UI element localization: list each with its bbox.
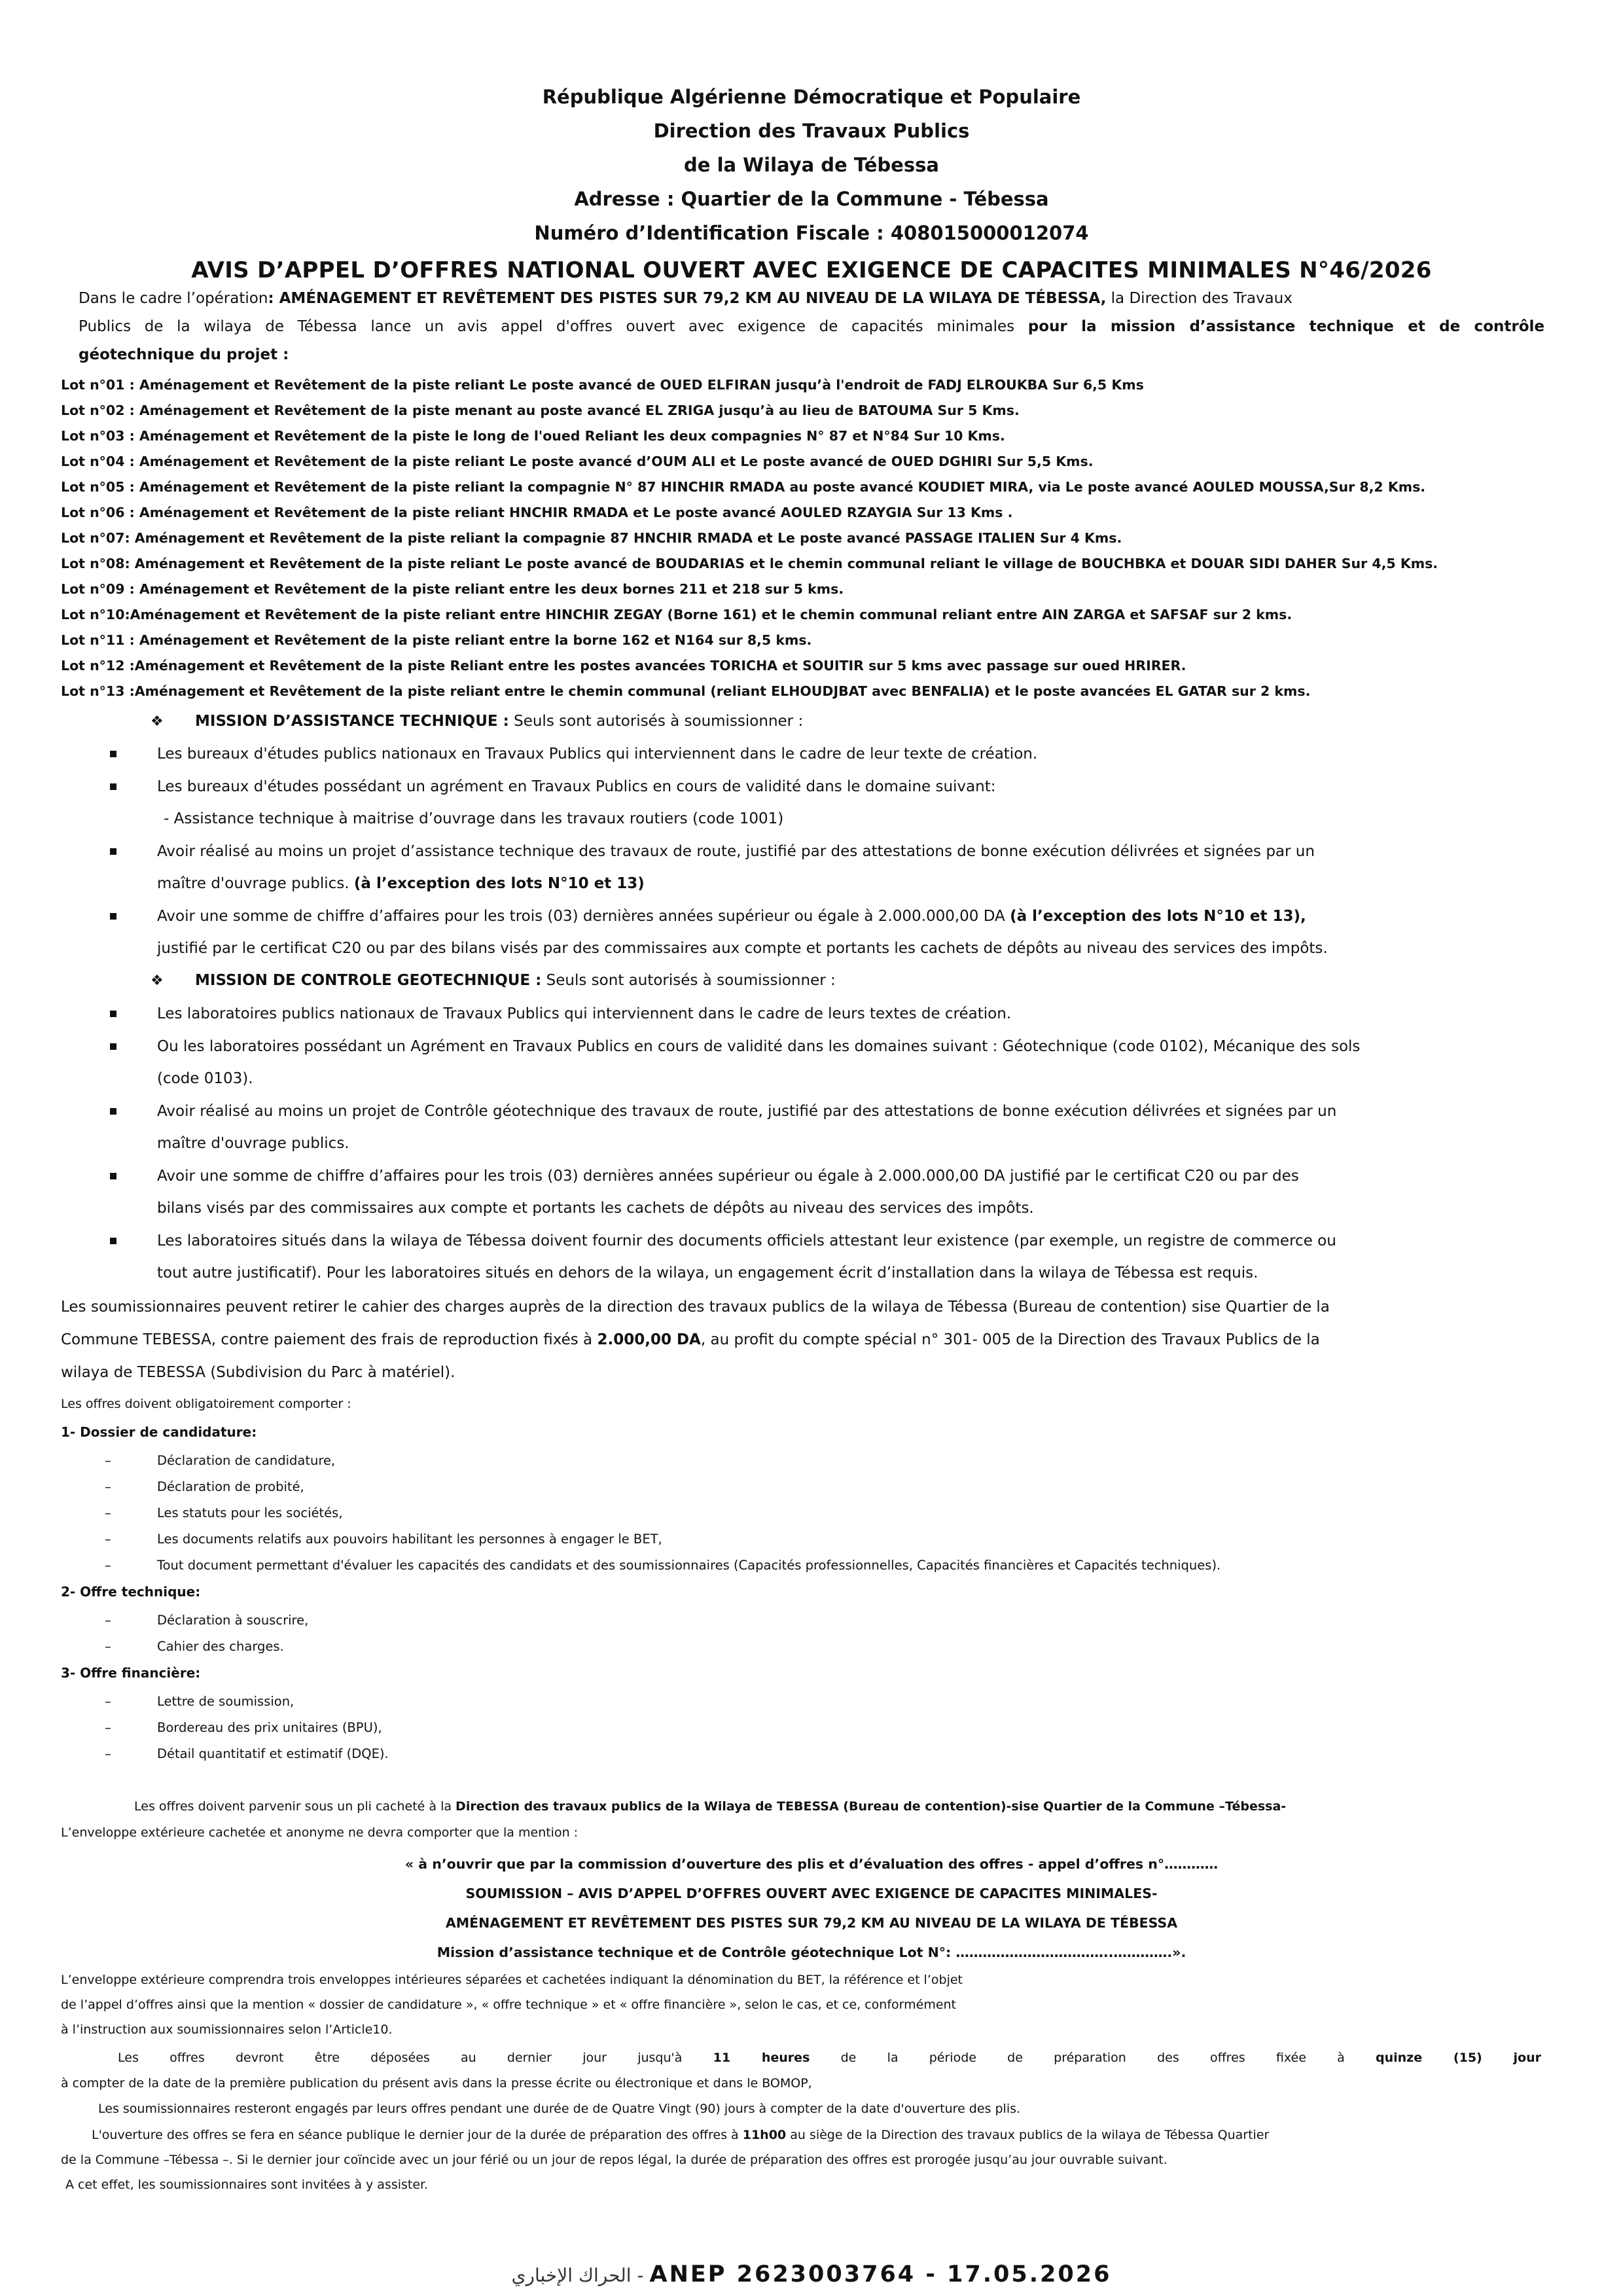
list-item-text: Avoir une somme de chiffre d’affaires pour les trois (03) dernières années supérieur ou égale à 2.000.000,00 DA bbox=[157, 907, 1010, 925]
square-bullet-icon bbox=[110, 1043, 116, 1050]
list-item bbox=[105, 1474, 1221, 1500]
diamond-bullet-icon: ❖ bbox=[151, 713, 164, 730]
list-item-text: Tout document permettant d'évaluer les capacités des candidats et des soumissionnaires (Capacités professionnelles, Capacités financières et Capacités techniques). bbox=[157, 1558, 1221, 1573]
paragraph-line: de la Commune –Tébessa –. Si le dernier jour coïncide avec un jour férié ou un jour de repos légal, la durée de préparation des offres est prorogée jusqu’au jour ouvrable suivant. bbox=[61, 2153, 1168, 2167]
list-item bbox=[105, 1552, 1221, 1579]
list-item-text: Avoir réalisé au moins un projet de Contrôle géotechnique des travaux de route, justifié par des attestations de bonne exécution délivrées et signées par un bbox=[157, 1102, 1337, 1120]
header-nif: Numéro d’Identification Fiscale : 408015000012074 bbox=[534, 222, 1089, 244]
lot-item: Lot n°07: Aménagement et Revêtement de la piste reliant la compagnie 87 HNCHIR RMADA et Le poste avancé PASSAGE ITALIEN Sur 4 Kms. bbox=[61, 530, 1122, 546]
section-offre-financiere: 3- Offre financière: bbox=[61, 1665, 201, 1681]
list-item-text: Les laboratoires situés dans la wilaya de Tébessa doivent fournir des documents officiels attestant leur existence (par exemple, un registre de commerce ou bbox=[157, 1232, 1336, 1249]
list-item bbox=[105, 1634, 308, 1660]
paragraph-line: , au profit du compte spécial n° 301- 005 de la Direction des Travaux Publics de la bbox=[700, 1331, 1320, 1348]
list-item bbox=[105, 1689, 389, 1715]
list-item-text: Bordereau des prix unitaires (BPU), bbox=[157, 1720, 382, 1735]
paragraph-line: Les offres devront être déposées au dernier jour jusqu'à bbox=[118, 2051, 713, 2065]
header-republic: République Algérienne Démocratique et Populaire bbox=[542, 86, 1081, 108]
lots-list bbox=[61, 372, 1566, 704]
list-item-text: Les laboratoires publics nationaux de Travaux Publics qui interviennent dans le cadre de leurs textes de création. bbox=[157, 1005, 1012, 1022]
list-item bbox=[105, 1031, 1564, 1096]
intro-text: géotechnique du projet : bbox=[79, 346, 289, 363]
dash-bullet-icon: – bbox=[105, 1479, 111, 1494]
list-item bbox=[105, 1741, 389, 1767]
header-address: Adresse : Quartier de la Commune - Tébessa bbox=[574, 188, 1049, 210]
list-item bbox=[105, 1715, 389, 1741]
anep-reference: ANEP 2623003764 - 17.05.2026 bbox=[649, 2261, 1112, 2287]
square-bullet-icon bbox=[110, 1173, 116, 1179]
list-item bbox=[105, 836, 1564, 901]
list-item bbox=[105, 1448, 1221, 1474]
intro-paragraph bbox=[79, 285, 1544, 369]
lot-item: Lot n°01 : Aménagement et Revêtement de la piste reliant Le poste avancé de OUED ELFIRAN jusqu’à l'endroit de FADJ ELROUKBA Sur 6,5 Kms bbox=[61, 377, 1144, 393]
list-item-text: maître d'ouvrage publics. bbox=[157, 875, 354, 892]
dash-bullet-icon: – bbox=[105, 1505, 111, 1520]
paragraph-line: à l’instruction aux soumissionnaires selon l’Article10. bbox=[61, 2022, 393, 2037]
section-dossier-candidature: 1- Dossier de candidature: bbox=[61, 1424, 257, 1440]
lot-item: Lot n°09 : Aménagement et Revêtement de la piste reliant entre les deux bornes 211 et 218 sur 5 kms. bbox=[61, 581, 844, 597]
list-item-text: (code 0103). bbox=[157, 1070, 253, 1087]
list-item bbox=[105, 1160, 1564, 1225]
dash-bullet-icon: – bbox=[105, 1639, 111, 1654]
notice-title: AVIS D’APPEL D’OFFRES NATIONAL OUVERT AVEC EXIGENCE DE CAPACITES MINIMALES N°46/2026 bbox=[191, 257, 1432, 283]
list-item-text: Avoir réalisé au moins un projet d’assistance technique des travaux de route, justifié par des attestations de bonne exécution délivrées et signées par un bbox=[157, 842, 1315, 860]
list-item-text: Détail quantitatif et estimatif (DQE). bbox=[157, 1746, 389, 1761]
square-bullet-icon bbox=[110, 848, 116, 855]
dash-bullet-icon: – bbox=[105, 1558, 111, 1573]
lot-item: Lot n°12 :Aménagement et Revêtement de la piste Reliant entre les postes avancées TORICHA et SOUITIR sur 5 kms avec passage sur oued HRIRER. bbox=[61, 658, 1186, 673]
lot-item: Lot n°13 :Aménagement et Revêtement de la piste reliant entre le chemin communal (reliant ELHOUDJBAT avec BENFALIA) et le poste avancées EL GATAR sur 2 kms. bbox=[61, 683, 1311, 699]
deadline-hour: 11 heures bbox=[713, 2051, 810, 2065]
list-item-text: maître d'ouvrage publics. bbox=[157, 1135, 349, 1152]
paragraph-line: de l’appel d’offres ainsi que la mention « dossier de candidature », « offre technique » et « offre financière », selon le cas, et ce, conformément bbox=[61, 1998, 957, 2012]
dash-list-financiere bbox=[105, 1689, 389, 1767]
paragraph-line: A cet effet, les soumissionnaires sont invitées à y assister. bbox=[65, 2178, 429, 2192]
paragraph-line: L’enveloppe extérieure comprendra trois enveloppes intérieures séparées et cachetées indiquant la dénomination du BET, la référence et l’objet bbox=[61, 1973, 963, 1987]
header-wilaya: de la Wilaya de Tébessa bbox=[684, 154, 939, 176]
retrait-paragraph bbox=[61, 1291, 1563, 1389]
list-item-text: Lettre de soumission, bbox=[157, 1694, 294, 1709]
list-item-text: - Assistance technique à maitrise d’ouvrage dans les travaux routiers (code 1001) bbox=[164, 810, 784, 827]
list-item-text: Les bureaux d'études possédant un agrément en Travaux Publics en cours de validité dans le domaine suivant: bbox=[157, 778, 996, 795]
dash-bullet-icon: – bbox=[105, 1746, 111, 1761]
mission-title: MISSION D’ASSISTANCE TECHNIQUE : bbox=[195, 713, 509, 730]
square-bullet-icon bbox=[110, 1011, 116, 1017]
list-item-text: Déclaration de candidature, bbox=[157, 1453, 336, 1468]
envelope-mention-1: « à n’ouvrir que par la commission d’ouverture des plis et d’évaluation des offres - appel d’offres n°………… bbox=[404, 1856, 1219, 1872]
intro-operation: : AMÉNAGEMENT ET REVÊTEMENT DES PISTES SUR 79,2 KM AU NIVEAU DE LA WILAYA DE TÉBESSA, bbox=[268, 290, 1107, 307]
publication-footer bbox=[0, 2261, 1623, 2287]
mission-geotechnique-heading bbox=[151, 967, 1558, 995]
list-item-text: Cahier des charges. bbox=[157, 1639, 284, 1654]
square-bullet-icon bbox=[110, 1238, 116, 1244]
mission-subtitle: Seuls sont autorisés à soumissionner : bbox=[508, 713, 804, 730]
lot-item: Lot n°08: Aménagement et Revêtement de la piste reliant Le poste avancé de BOUDARIAS et le chemin communal reliant le village de BOUCHBKA et DOUAR SIDI DAHER Sur 4,5 Kms. bbox=[61, 556, 1438, 571]
list-item bbox=[105, 901, 1564, 965]
paragraph-line: Commune TEBESSA, contre paiement des frais de reproduction fixés à bbox=[61, 1331, 597, 1348]
list-item-emphasis: (à l’exception des lots N°10 et 13), bbox=[1010, 907, 1306, 925]
paragraph-line: à compter de la date de la première publication du présent avis dans la presse écrite ou électronique et dans le BOMOP, bbox=[61, 2076, 812, 2090]
envoi-address: Direction des travaux publics de la Wilaya de TEBESSA (Bureau de contention)-sise Quartier de la Commune –Tébessa- bbox=[455, 1799, 1287, 1814]
intro-text: Dans le cadre l’opération bbox=[79, 290, 268, 307]
list-item-text: justifié par le certificat C20 ou par des bilans visés par des commissaires aux compte et portants les cachets de dépôts au niveau des services des impôts. bbox=[157, 940, 1328, 957]
dash-list-candidature bbox=[105, 1448, 1221, 1579]
list-item bbox=[105, 1225, 1564, 1290]
square-bullet-icon bbox=[110, 783, 116, 790]
paragraph-line: Les offres doivent parvenir sous un pli cacheté à la bbox=[134, 1799, 456, 1814]
envoi-line bbox=[134, 1793, 1623, 1820]
paragraph-line: de la période de préparation des offres fixée à bbox=[810, 2051, 1376, 2065]
square-bullet-icon bbox=[110, 1108, 116, 1115]
intro-mission: pour la mission d’assistance technique et de contrôle bbox=[1027, 318, 1544, 335]
opening-line bbox=[92, 2122, 1597, 2148]
paragraph-line: wilaya de TEBESSA (Subdivision du Parc à matériel). bbox=[61, 1364, 455, 1381]
section-offre-technique: 2- Offre technique: bbox=[61, 1584, 201, 1600]
list-item-text: bilans visés par des commissaires aux compte et portants les cachets de dépôts au niveau des services des impôts. bbox=[157, 1200, 1034, 1217]
list-item bbox=[105, 1500, 1221, 1526]
paragraph-line: Les soumissionnaires peuvent retirer le cahier des charges auprès de la direction des travaux publics de la wilaya de Tébessa (Bureau de contention) sise Quartier de la bbox=[61, 1299, 1330, 1316]
envelope-mention-2: SOUMISSION – AVIS D’APPEL D’OFFRES OUVERT AVEC EXIGENCE DE CAPACITES MINIMALES- bbox=[465, 1886, 1158, 1901]
list-item-text: Avoir une somme de chiffre d’affaires pour les trois (03) dernières années supérieur ou égale à 2.000.000,00 DA justifié par le certificat C20 ou par des bbox=[157, 1167, 1299, 1185]
dash-bullet-icon: – bbox=[105, 1613, 111, 1628]
diamond-bullet-icon: ❖ bbox=[151, 973, 164, 989]
envoi-mention-intro: L’enveloppe extérieure cachetée et anonyme ne devra comporter que la mention : bbox=[61, 1825, 579, 1840]
intro-text: Publics de la wilaya de Tébessa lance un avis appel d'offres ouvert avec exigence de capacités minimales bbox=[79, 318, 1028, 335]
lot-item: Lot n°04 : Aménagement et Revêtement de la piste reliant Le poste avancé d’OUM ALI et Le poste avancé de OUED DGHIRI Sur 5,5 Kms. bbox=[61, 454, 1094, 469]
fee-amount: 2.000,00 DA bbox=[597, 1331, 701, 1348]
mission-subtitle: Seuls sont autorisés à soumissionner : bbox=[541, 972, 836, 989]
lot-item: Lot n°05 : Aménagement et Revêtement de la piste reliant la compagnie N° 87 HINCHIR RMADA au poste avancé KOUDIET MIRA, via Le poste avancé AOULED MOUSSA,Sur 8,2 Kms. bbox=[61, 479, 1426, 495]
list-item-emphasis: (à l’exception des lots N°10 et 13) bbox=[353, 875, 645, 892]
list-item bbox=[105, 738, 1564, 771]
square-bullet-icon bbox=[110, 913, 116, 920]
dash-list-technique bbox=[105, 1607, 308, 1660]
list-item-text: Les documents relatifs aux pouvoirs habilitant les personnes à engager le BET, bbox=[157, 1532, 662, 1547]
intro-text: la Direction des Travaux bbox=[1106, 290, 1293, 307]
lot-item: Lot n°06 : Aménagement et Revêtement de la piste reliant HNCHIR RMADA et Le poste avancé AOULED RZAYGIA Sur 13 Kms . bbox=[61, 505, 1013, 520]
list-item-text: Déclaration de probité, bbox=[157, 1479, 304, 1494]
lot-item: Lot n°03 : Aménagement et Revêtement de la piste le long de l'oued Reliant les deux compagnies N° 87 et N°84 Sur 10 Kms. bbox=[61, 428, 1005, 444]
envelope-mention-3: AMÉNAGEMENT ET REVÊTEMENT DES PISTES SUR 79,2 KM AU NIVEAU DE LA WILAYA DE TÉBESSA bbox=[445, 1915, 1178, 1931]
opening-hour: 11h00 bbox=[742, 2128, 787, 2142]
lot-item: Lot n°10:Aménagement et Revêtement de la piste reliant entre HINCHIR ZEGAY (Borne 161) et le chemin communal reliant entre AIN ZARGA et SAFSAF sur 2 kms. bbox=[61, 607, 1293, 622]
mission-title: MISSION DE CONTROLE GEOTECHNIQUE : bbox=[195, 972, 542, 989]
list-item bbox=[105, 998, 1564, 1031]
deposit-deadline-line bbox=[118, 2045, 1541, 2071]
paragraph-line: au siège de la Direction des travaux publics de la wilaya de Tébessa Quartier bbox=[786, 2128, 1270, 2142]
paragraph-line: L'ouverture des offres se fera en séance publique le dernier jour de la durée de préparation des offres à bbox=[92, 2128, 743, 2142]
list-item-text: Les bureaux d'études publics nationaux en Travaux Publics qui interviennent dans le cadre de leur texte de création. bbox=[157, 745, 1038, 762]
list-item bbox=[105, 1096, 1564, 1160]
mission-geotechnique-list bbox=[105, 998, 1564, 1290]
dash-bullet-icon: – bbox=[105, 1720, 111, 1735]
list-item bbox=[105, 1526, 1221, 1552]
dash-bullet-icon: – bbox=[105, 1694, 111, 1709]
deadline-days: quinze (15) jour bbox=[1376, 2051, 1541, 2065]
paragraph-line: Les soumissionnaires resteront engagés par leurs offres pendant une durée de de Quatre Vingt (90) jours à compter de la date d'ouverture des plis. bbox=[98, 2102, 1021, 2116]
mission-assistance-list bbox=[105, 738, 1564, 965]
list-item-text: Ou les laboratoires possédant un Agrément en Travaux Publics en cours de validité dans les domaines suivant : Géotechnique (code 0102), Mécanique des sols bbox=[157, 1037, 1361, 1055]
list-item-text: tout autre justificatif). Pour les laboratoires situés en dehors de la wilaya, un engagement écrit d’installation dans la wilaya de Tébessa est requis. bbox=[157, 1265, 1258, 1282]
envelope-mention-4: Mission d’assistance technique et de Contrôle géotechnique Lot N°: ……………………………..………….». bbox=[437, 1945, 1186, 1960]
offres-intro: Les offres doivent obligatoirement comporter : bbox=[61, 1397, 351, 1411]
list-item bbox=[105, 1607, 308, 1634]
list-item-text: Déclaration à souscrire, bbox=[157, 1613, 309, 1628]
newspaper-name: الحراك الإخباري - bbox=[511, 2265, 650, 2286]
lot-item: Lot n°11 : Aménagement et Revêtement de la piste reliant entre la borne 162 et N164 sur 8,5 kms. bbox=[61, 632, 812, 648]
square-bullet-icon bbox=[110, 751, 116, 757]
lot-item: Lot n°02 : Aménagement et Revêtement de la piste menant au poste avancé EL ZRIGA jusqu’à au lieu de BATOUMA Sur 5 Kms. bbox=[61, 403, 1020, 418]
dash-bullet-icon: – bbox=[105, 1532, 111, 1547]
list-item-text: Les statuts pour les sociétés, bbox=[157, 1505, 343, 1520]
list-item bbox=[105, 771, 1564, 836]
dash-bullet-icon: – bbox=[105, 1453, 111, 1468]
header-direction: Direction des Travaux Publics bbox=[653, 120, 970, 142]
mission-assistance-heading bbox=[151, 708, 1558, 736]
